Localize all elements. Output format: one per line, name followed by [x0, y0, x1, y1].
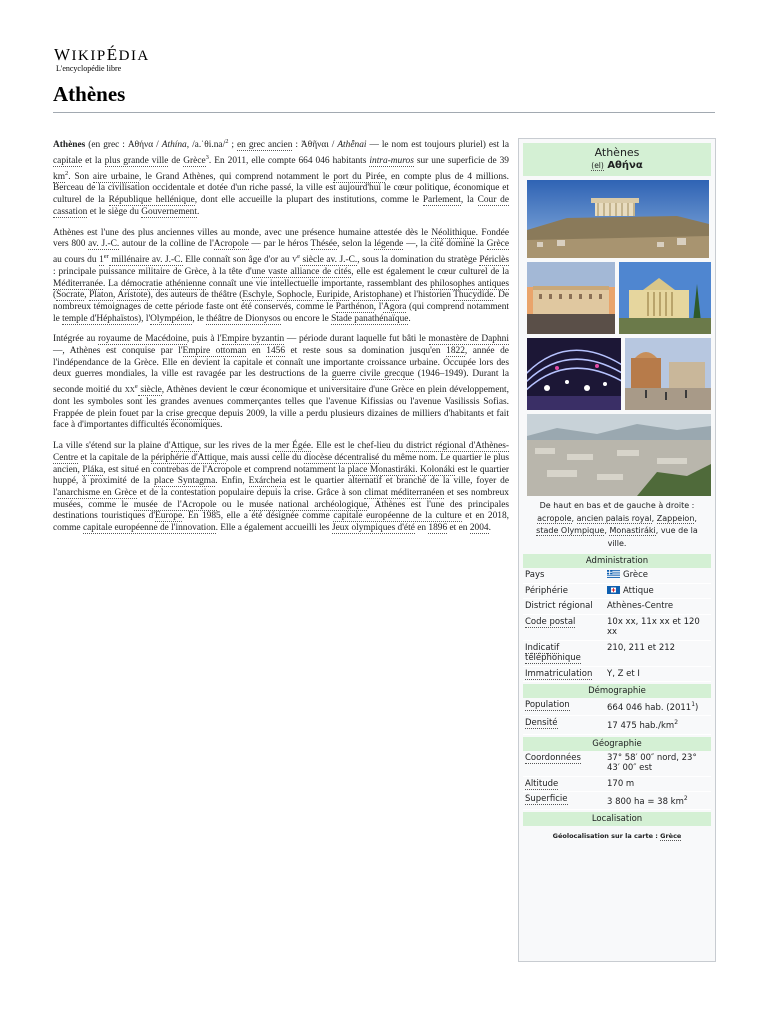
- article-link[interactable]: périphérie d'Attique: [150, 452, 226, 463]
- infobox-key[interactable]: Altitude: [525, 778, 559, 789]
- infobox-value: 170 m: [607, 778, 635, 789]
- infobox-row: [523, 716, 711, 734]
- infobox-row: [523, 792, 711, 810]
- article-link[interactable]: musée de l'Acropole: [133, 499, 217, 510]
- article-link[interactable]: Sophocle: [276, 290, 312, 301]
- article-link[interactable]: Jeux olympiques d'été: [331, 523, 415, 534]
- article-link[interactable]: place Monastiráki: [347, 464, 416, 475]
- article-paragraph: Athènes est l'une des plus anciennes villes au monde, avec une présence humaine attestée dès le Néolithique. Fondée vers 800 av. J.-C. autour de la colline de l'Acropole — par le héros Thésée, selon la légende —, la cité domine la Grèce au cours du 1er millénaire av. J.-C. Elle connaît son âge d'or au $v^e$ siècle av. J.-C., sous la domination du stratège Périclès : principale puissance militaire de Grèce, à la tête d'une vaste alliance de cités, elle est également le cœur culturel de la Méditerranée. La démocratie athénienne connaît une vie intellectuelle importante, rassemblant des philosophes antiques (Socrate, Platon, Aristote), des auteurs de théâtre (Eschyle, Sophocle, Euripide, Aristophane) et l'historien Thucydide. De nombreux témoignages de cette période faste ont été conservés, comme le Parthénon, l'Agora (qui comprend notamment le temple d'Héphaïstos), l'Olympéion, le théâtre de Dionysos ou encore le Stade panathénaïque.: [53, 227, 510, 324]
- greece-flag-icon: [607, 570, 620, 578]
- acropolis-photo[interactable]: [527, 180, 709, 258]
- article-link[interactable]: Gouvernement: [141, 206, 197, 217]
- article-link[interactable]: musée national archéologique: [249, 499, 368, 510]
- infobox-key[interactable]: Indicatif téléphonique: [525, 642, 581, 663]
- infobox-row: [523, 667, 711, 683]
- article-link[interactable]: siècle av. J.-C.: [300, 255, 358, 266]
- article-link[interactable]: Acropole: [213, 239, 249, 250]
- article-link[interactable]: climat méditerranéen: [364, 487, 445, 498]
- article-link[interactable]: une vaste alliance de cités: [251, 266, 352, 277]
- infobox-value: 664 046 hab. (2011$^1$): [607, 701, 699, 713]
- article-link[interactable]: 1: [99, 255, 104, 266]
- superscript: e: [297, 253, 301, 260]
- article-link[interactable]: intra-muros: [369, 155, 414, 166]
- article-link[interactable]: capitale européenne de l'innovation: [82, 523, 216, 534]
- infobox-subtitle: [523, 160, 711, 172]
- infobox-header: [523, 143, 711, 176]
- title-divider: [53, 112, 715, 113]
- infobox-value: 37° 58′ 00″ nord, 23° 43′ 00″ est: [607, 752, 697, 774]
- infobox-key[interactable]: Superficie: [525, 794, 568, 805]
- article-link[interactable]: 1456: [266, 346, 285, 357]
- article-link[interactable]: Périclès: [479, 255, 509, 266]
- wikipedia-logo[interactable]: [54, 47, 150, 74]
- royal-palace-photo[interactable]: [527, 262, 615, 334]
- article-link[interactable]: Attique: [170, 441, 199, 452]
- infobox-row: [523, 599, 711, 615]
- monastiraki-photo[interactable]: [625, 338, 711, 410]
- superscript: 2: [64, 169, 69, 177]
- article-paragraph: Athènes (en grec : Αθήνα / Athína, /a.ˈθi.na/$^2$ ; en grec ancien : Ἀθῆναι / Athễnai — le nom est toujours pluriel) est la capitale et la plus grande ville de Grèce$^3$. En 2011, elle compte 664 046 habitants intra-muros sur une superficie de 39 $km^2$. Son aire urbaine, le Grand Athènes, qui comprend notamment le port du Pirée, en compte plus de 4 millions. Berceau de la civilisation occidentale et dotée d'un riche passé, la ville est aujourd'hui le cœur politique, économique et culturel de la République hellénique, dont elle accueille la plupart des institutions, comme le Parlement, la Cour de cassation et le siège du Gouvernement.: [53, 138, 509, 217]
- logo-tagline: L'encyclopédie libre: [56, 64, 122, 73]
- article-link[interactable]: Europe: [155, 511, 183, 522]
- infobox-key[interactable]: Population: [525, 700, 570, 710]
- city-view-photo[interactable]: [527, 414, 711, 496]
- article-link[interactable]: en grec ancien: [237, 140, 293, 151]
- infobox-section-header: Localisation: [523, 812, 711, 826]
- article-link[interactable]: millénaire av. J.-C.: [108, 255, 183, 266]
- infobox-key[interactable]: Immatriculation: [525, 668, 593, 679]
- infobox-value: Y, Z et I: [607, 668, 640, 679]
- geo-map-link[interactable]: Grèce: [660, 832, 682, 841]
- infobox-row: [523, 777, 711, 793]
- article-link[interactable]: Empire ottoman: [182, 346, 247, 357]
- article-link[interactable]: place Syntagma: [154, 476, 216, 487]
- italic-text: Athễnai: [337, 140, 367, 151]
- article-link[interactable]: crise grecque: [165, 408, 217, 419]
- superscript: er: [103, 253, 109, 260]
- infobox-row: [523, 568, 711, 584]
- article-link[interactable]: Platon: [89, 290, 114, 301]
- article-link[interactable]: Pláka: [82, 464, 104, 475]
- article-link[interactable]: 1822: [446, 346, 465, 357]
- article-link[interactable]: capitale: [53, 155, 83, 166]
- infobox-value: Athènes-Centre: [607, 601, 674, 611]
- italic-text: Athína: [161, 140, 187, 151]
- article-link[interactable]: diocèse décentralisé: [303, 452, 380, 463]
- infobox-key[interactable]: Densité: [525, 718, 558, 729]
- article-link[interactable]: monastère de Daphni: [428, 334, 509, 345]
- infobox-value: Grèce: [607, 570, 711, 581]
- superscript: 3: [205, 153, 209, 161]
- article-link[interactable]: Exárcheia: [248, 476, 287, 487]
- article-link[interactable]: théâtre de Dionysos: [206, 313, 281, 324]
- article-link[interactable]: République hellénique: [108, 195, 195, 206]
- infobox: [518, 138, 716, 962]
- article-paragraph: Intégrée au royaume de Macédoine, puis à l'Empire byzantin — période durant laquelle fut bâti le monastère de Daphni —, Athènes est conquise par l'Empire ottoman en 1456 et reste sous sa domination jusqu'en 1822, année de l'indépendance de la Grèce. Elle en devient la capitale et connaît une importante croissance urbaine. Occupée lors des deux guerres mondiales, la ville est ravagée par les destructions de la guerre civile grecque (1946–1949). Durant la seconde moitié du $xx^e$ siècle, Athènes devient le cœur économique et universitaire d'une Grèce en plein développement, dont les symboles sont les grandes avenues commerçantes telles que l'avenue Kifissias ou l'avenue Vasilissis Sofias. Frappée de plein fouet par la crise grecque depuis 2009, la ville a perdu plusieurs dizaines de milliers d'habitants et fait face à d'importantes difficultés économiques.: [53, 334, 510, 431]
- infobox-value: 10x xx, 11x xx et 120 xx: [607, 616, 700, 637]
- article-link[interactable]: Néolithique: [431, 227, 476, 238]
- article-link[interactable]: aire urbaine: [92, 171, 139, 182]
- article-body: [53, 136, 509, 544]
- article-link[interactable]: Socrate: [56, 290, 85, 301]
- article-link[interactable]: Empire byzantin: [221, 334, 285, 345]
- caption-links: acropole, ancien palais royal, Zappeion, stade Olympique, Monastiráki: [536, 513, 697, 535]
- greek-name: Αθήνα: [607, 160, 643, 171]
- article-link[interactable]: 2004: [469, 523, 489, 534]
- article-link[interactable]: district régional d'Athènes-Centre: [53, 441, 510, 463]
- article-link[interactable]: av. J.-C.: [88, 239, 120, 250]
- article-link[interactable]: 1896: [428, 523, 448, 534]
- article-link[interactable]: Aristophane: [353, 290, 399, 301]
- article-link[interactable]: Parlement: [422, 195, 461, 206]
- infobox-key[interactable]: Coordonnées: [525, 752, 581, 763]
- article-link[interactable]: royaume de Macédoine: [98, 334, 187, 345]
- caption-link[interactable]: Zappeion: [656, 513, 695, 523]
- article-link[interactable]: plus grande ville: [104, 155, 169, 166]
- language-tag[interactable]: (el): [591, 161, 604, 170]
- superscript: e: [134, 383, 138, 391]
- logo-wordmark: WIKIPÉDIA: [54, 45, 150, 64]
- bold-term: Athènes: [53, 140, 86, 151]
- infobox-row: [523, 584, 711, 600]
- article-link[interactable]: Thucydide: [453, 290, 494, 301]
- article-link[interactable]: mer Égée: [274, 441, 311, 452]
- infobox-row: [523, 751, 711, 777]
- caption-link[interactable]: acropole: [537, 513, 572, 523]
- infobox-key: Pays: [525, 570, 545, 580]
- infobox-title: Athènes: [594, 146, 640, 159]
- article-link[interactable]: Grèce: [183, 155, 206, 166]
- infobox-section-header: Démographie: [523, 684, 711, 698]
- photo-caption: De haut en bas et de gauche à droite : acropole, ancien palais royal, Zappeion, stade Olympique, Monastiráki, vue de la ville.: [536, 501, 698, 548]
- article-link[interactable]: port du Pirée: [333, 171, 385, 182]
- caption-link[interactable]: ancien palais royal: [576, 513, 652, 523]
- roman-numeral: v: [292, 255, 298, 266]
- infobox-row: [523, 641, 711, 667]
- infobox-value: 17 475 $hab./km^2$: [607, 719, 679, 732]
- article-link[interactable]: Parthénon: [335, 301, 374, 312]
- article-paragraph: La ville s'étend sur la plaine d'Attique, sur les rives de la mer Égée. Elle est le chef-lieu du district régional d'Athènes-Centre et la capitale de la périphérie d'Attique, mais aussi celle du diocèse décentralisé du même nom. Le quartier le plus ancien, Pláka, est situé en contrebas de l'Acropole et comprend notamment la place Monastiráki. Kolonáki est le quartier huppé, à proximité de la place Syntagma. Enfin, Exárcheia est le quartier alternatif et branché de la ville, foyer de l'anarchisme en Grèce et de la contestation populaire depuis la crise. Grâce à son climat méditerranéen et ses nombreux musées, comme le musée de l'Acropole ou le musée national archéologique, Athènes est l'une des principales destinations touristiques d'Europe. En 1985, elle a été désignée comme capitale européenne de la culture et en 2018, comme capitale européenne de l'innovation. Elle a également accueilli les Jeux olympiques d'été en 1896 et en 2004.: [53, 441, 510, 534]
- article-link[interactable]: Thésée: [310, 239, 338, 250]
- attica-flag-icon: [607, 586, 620, 594]
- article-link[interactable]: Eschyle: [242, 290, 273, 301]
- article-link[interactable]: capitale européenne de la culture: [333, 511, 462, 522]
- article-link[interactable]: Aristote: [117, 290, 148, 301]
- superscript: 2: [225, 138, 229, 145]
- article-link[interactable]: temple d'Héphaïstos: [62, 313, 139, 324]
- infobox-row: [523, 615, 711, 641]
- article-link[interactable]: démocratie athénienne: [120, 278, 207, 289]
- infobox-row: [523, 698, 711, 716]
- article-link[interactable]: km: [53, 171, 65, 182]
- infobox-key: District régional: [525, 601, 593, 611]
- geolocation-label: Géolocalisation sur la carte : Grèce: [552, 832, 682, 841]
- infobox-sections: [519, 554, 715, 826]
- photo-montage: [523, 180, 711, 496]
- article-link[interactable]: Grèce: [486, 239, 510, 250]
- article-link[interactable]: légende: [374, 239, 404, 250]
- infobox-key: Périphérie: [525, 585, 569, 596]
- article-link[interactable]: philosophes antiques: [430, 278, 509, 289]
- caption-link[interactable]: Monastiráki: [609, 526, 656, 535]
- roman-numeral: xx: [124, 385, 135, 396]
- caption-link[interactable]: stade Olympique: [536, 526, 605, 535]
- article-link[interactable]: Euripide: [316, 290, 349, 301]
- page-title: Athènes: [53, 82, 126, 106]
- article-link[interactable]: Méditerranée: [53, 278, 103, 289]
- article-link[interactable]: Olympéion: [150, 313, 193, 324]
- infobox-section-header: Géographie: [523, 737, 711, 751]
- article-link[interactable]: Agora: [383, 301, 407, 312]
- infobox-key[interactable]: Code postal: [525, 616, 576, 627]
- article-link[interactable]: guerre civile grecque: [331, 369, 414, 380]
- infobox-value: 3 800 ha = 38 $km^2$: [607, 795, 688, 807]
- article-link[interactable]: anarchisme en Grèce: [57, 487, 137, 498]
- article-link[interactable]: Cour de cassation: [53, 195, 509, 217]
- article-link[interactable]: Stade panathénaïque: [331, 313, 409, 324]
- zappeion-photo[interactable]: [619, 262, 711, 334]
- article-link[interactable]: Kolonáki: [420, 464, 456, 475]
- infobox-section-header: Administration: [523, 554, 711, 568]
- infobox-value: 210, 211 et 212: [607, 642, 676, 653]
- olympic-stadium-photo[interactable]: [527, 338, 621, 410]
- article-link[interactable]: siècle: [137, 385, 162, 396]
- infobox-value: Attique: [607, 586, 711, 597]
